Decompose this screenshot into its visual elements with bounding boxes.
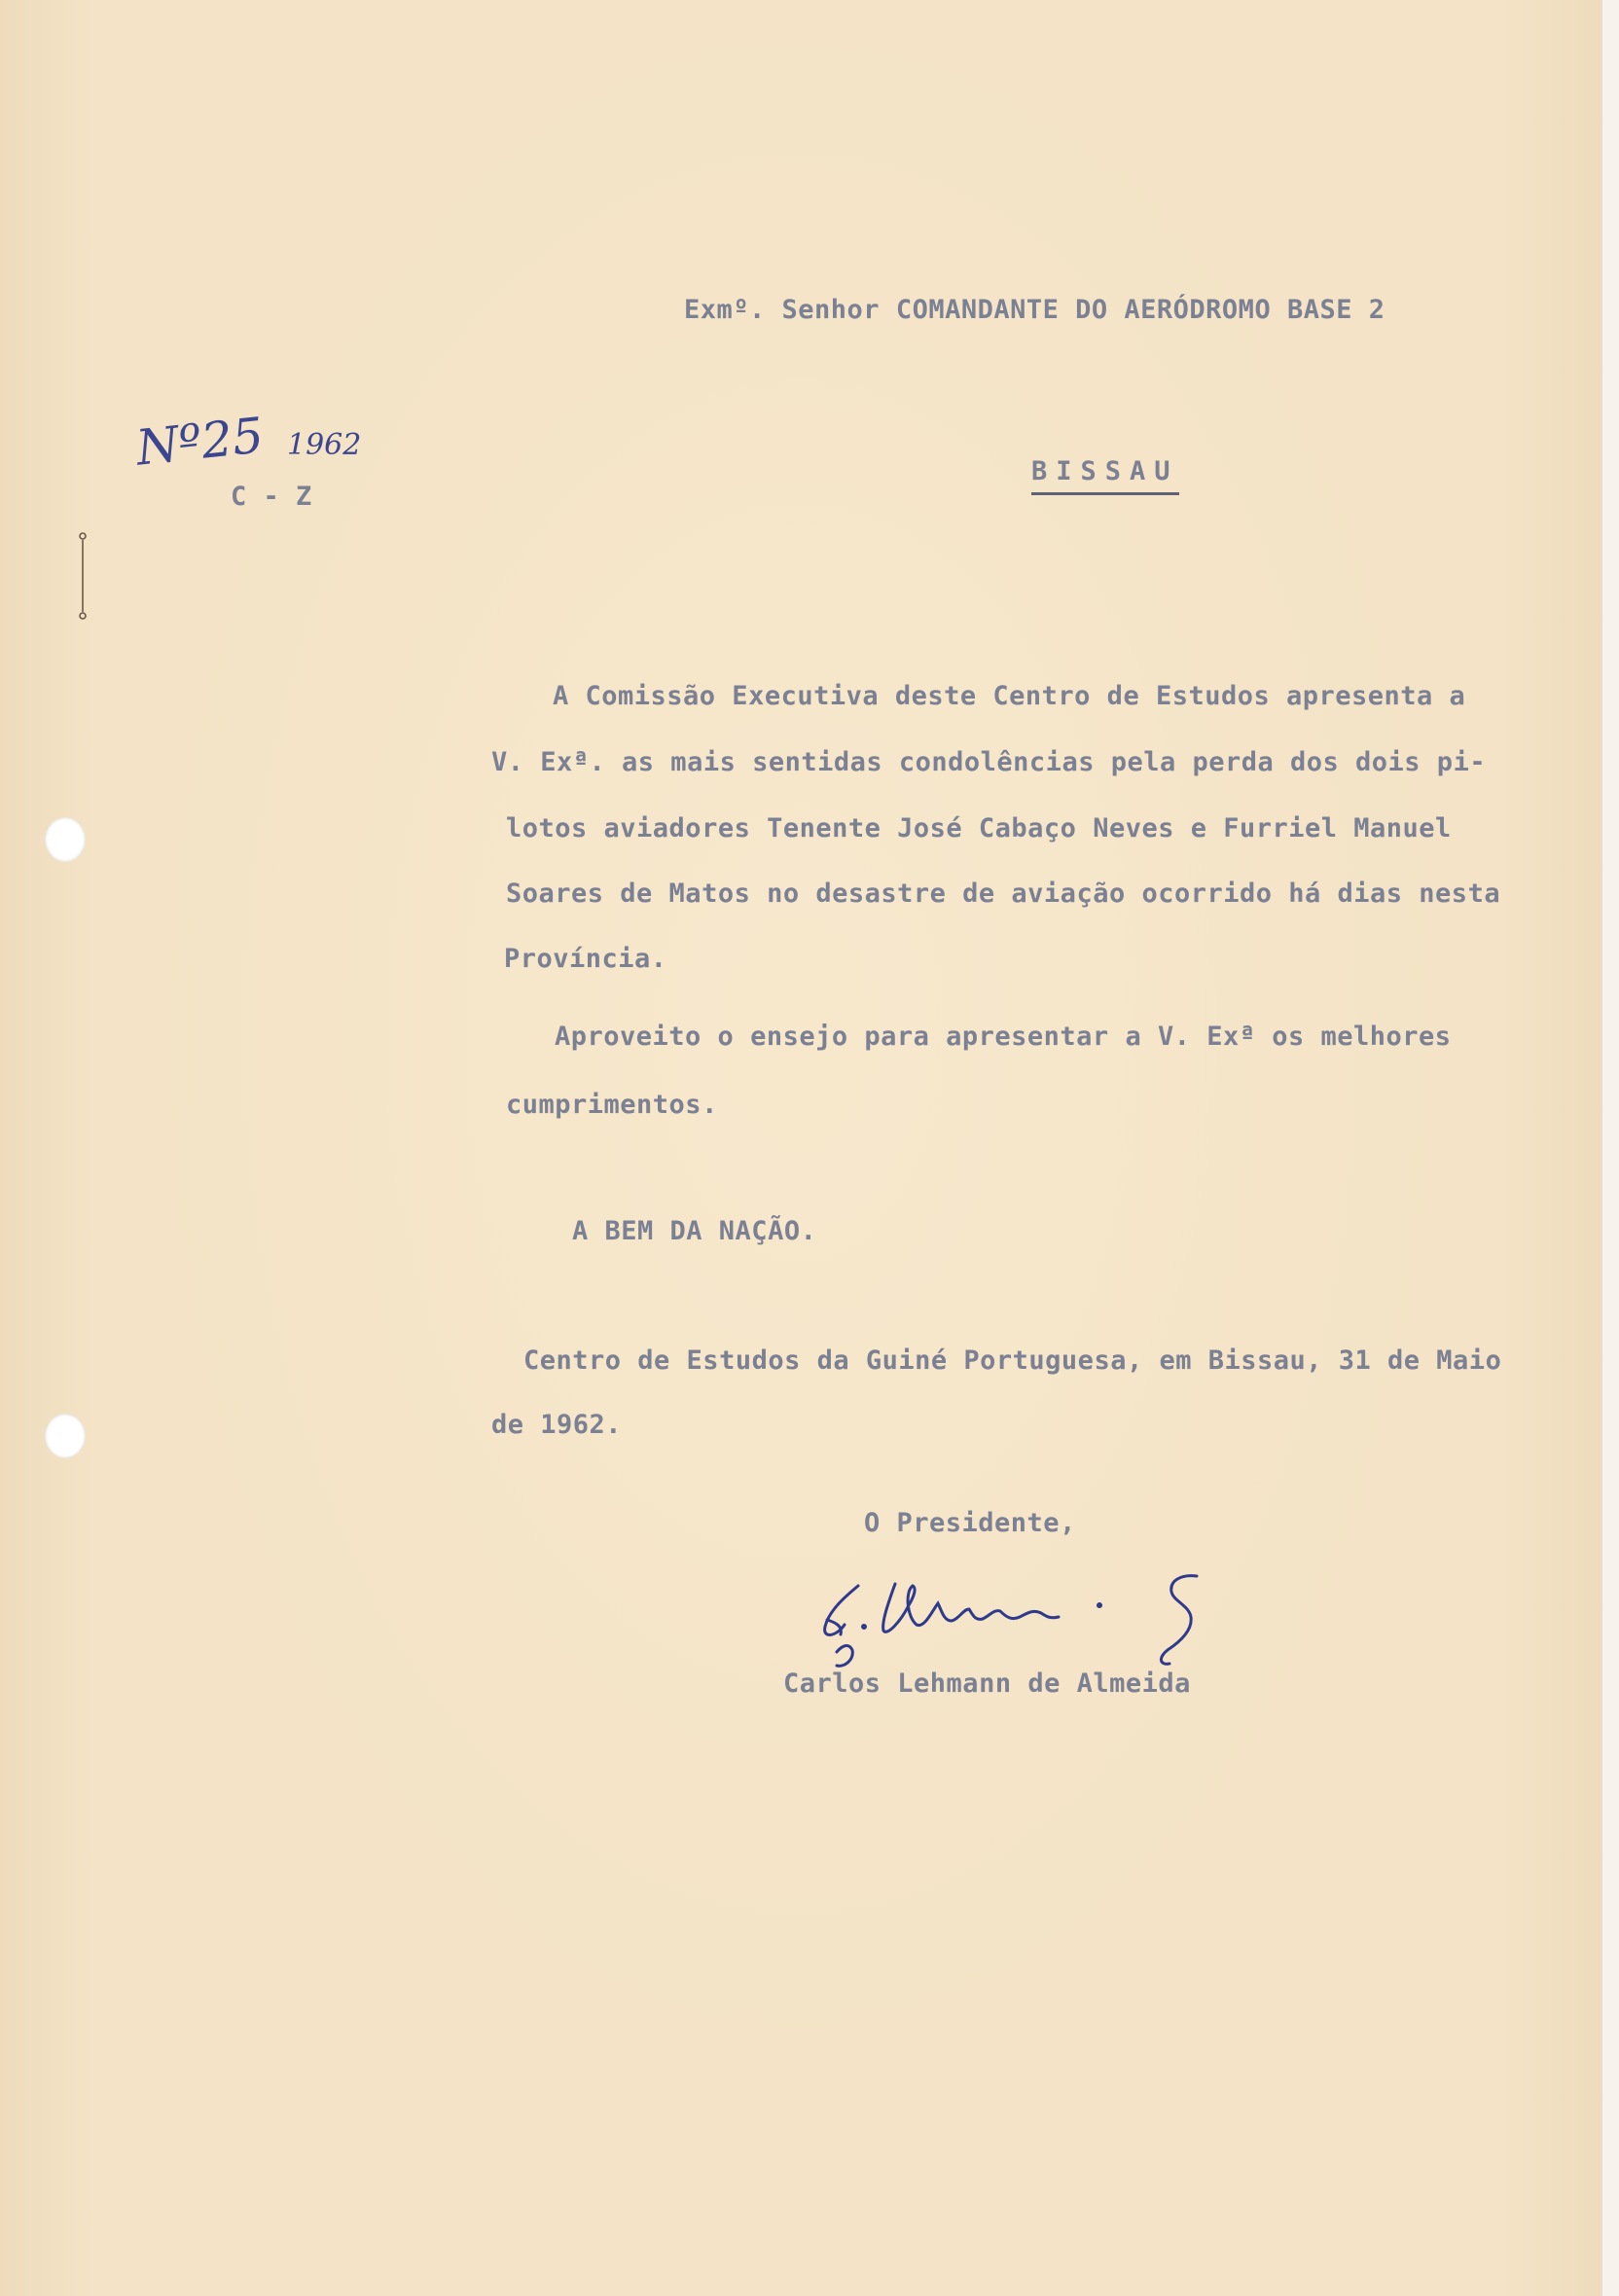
staple-mark <box>78 530 88 623</box>
paragraph1-line2: V. Exª. as mais sentidas condolências pela perda dos dois pi- <box>491 747 1487 777</box>
paragraph1-line5: Província. <box>504 944 667 974</box>
addressee-line: Exmº. Senhor COMANDANTE DO AERÓDROMO BASE 2 <box>684 295 1385 325</box>
punch-hole-lower <box>45 1414 86 1458</box>
paragraph2-line1: Aproveito o ensejo para apresentar a V. Exª os melhores <box>555 1022 1452 1052</box>
city-heading: BISSAU <box>1031 456 1179 495</box>
place-date-line2: de 1962. <box>491 1410 623 1440</box>
closing-phrase: A BEM DA NAÇÃO. <box>572 1216 817 1246</box>
paragraph1-line1: A Comissão Executiva deste Centro de Estudos apresenta a <box>553 681 1466 711</box>
paragraph1-line4: Soares de Matos no desastre de aviação ocorrido há dias nesta <box>506 879 1501 909</box>
paragraph2-line2: cumprimentos. <box>506 1090 718 1120</box>
paragraph1-line3: lotos aviadores Tenente José Cabaço Neves e Furriel Manuel <box>506 813 1452 843</box>
reference-code: C - Z <box>231 482 312 512</box>
punch-hole-upper <box>45 817 86 862</box>
place-date-line1: Centro de Estudos da Guiné Portuguesa, em Bissau, 31 de Maio <box>523 1345 1502 1376</box>
signer-name: Carlos Lehmann de Almeida <box>783 1668 1191 1699</box>
reference-year: 1962 <box>287 428 362 462</box>
page-edge <box>1601 0 1619 2296</box>
reference-number: Nº25 <box>133 407 267 477</box>
signer-title: O Presidente, <box>864 1508 1076 1538</box>
